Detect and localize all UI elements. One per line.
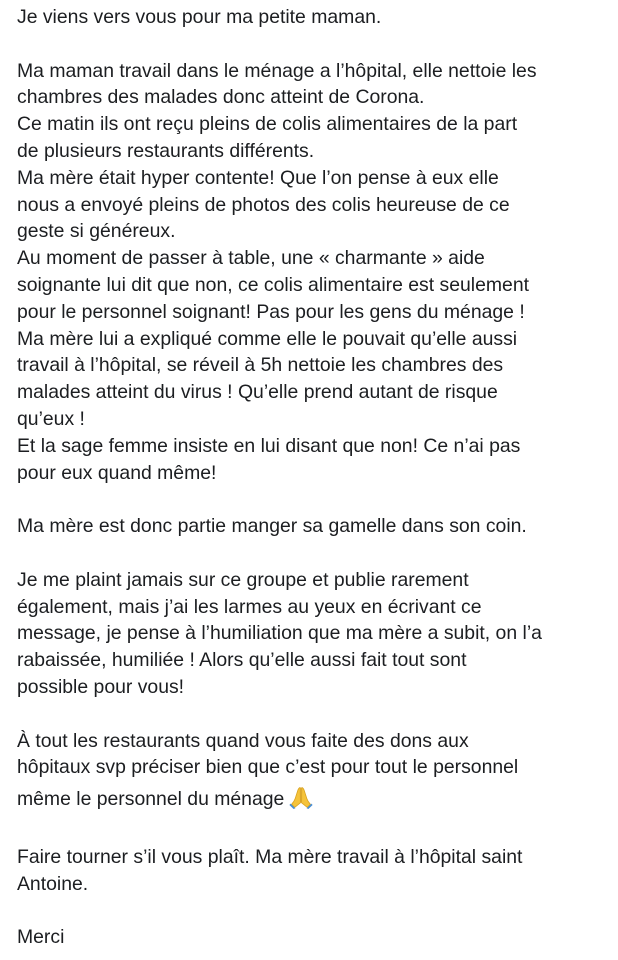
paragraph-gap xyxy=(17,486,615,513)
paragraph-story xyxy=(17,58,615,487)
text-line: Ma mère lui a expliqué comme elle le pouvait qu’elle aussi xyxy=(17,327,518,350)
text-line: Ma mère était hyper contente! Que l’on pense à eux elle xyxy=(17,166,499,189)
text-line: Au moment de passer à table, une « charmante » aide xyxy=(17,247,485,270)
text-line-with-emoji xyxy=(17,785,615,817)
paragraph-thanks xyxy=(17,924,615,951)
paragraph-gap xyxy=(17,897,615,924)
paragraph-feelings xyxy=(17,567,615,701)
text-line: de plusieurs restaurants différents. xyxy=(17,139,315,162)
paragraph-greeting xyxy=(17,0,615,31)
paragraph-request xyxy=(17,728,615,817)
text-line: Merci xyxy=(17,926,65,949)
paragraph-share xyxy=(17,844,615,898)
text-line: pour le personnel soignant! Pas pour les gens du ménage ! xyxy=(17,300,525,323)
text-line: malades atteint du virus ! Qu’elle prend autant de risque xyxy=(17,381,498,404)
text-line: qu’eux ! xyxy=(17,407,85,430)
text-line: rabaissée, humiliée ! Alors qu’elle aussi fait tout sont xyxy=(17,649,467,672)
text-line: également, mais j’ai les larmes au yeux en écrivant ce xyxy=(17,595,482,618)
paragraph-gap xyxy=(17,817,615,844)
text-line: possible pour vous! xyxy=(17,675,185,698)
text-line: travail à l’hôpital, se réveil à 5h nettoie les chambres des xyxy=(17,354,504,377)
text-line: Faire tourner s’il vous plaît. Ma mère travail à l’hôpital saint xyxy=(17,845,523,868)
text-line: chambres des malades donc atteint de Corona. xyxy=(17,86,425,109)
folded-hands-icon xyxy=(288,785,314,817)
post-text xyxy=(17,0,615,951)
paragraph-corner xyxy=(17,513,615,540)
paragraph-gap xyxy=(17,540,615,567)
text-line: même le personnel du ménage xyxy=(17,788,285,811)
text-line: Je me plaint jamais sur ce groupe et publie rarement xyxy=(17,568,469,591)
text-line: hôpitaux svp préciser bien que c’est pour tout le personnel xyxy=(17,756,519,779)
text-line: Ce matin ils ont reçu pleins de colis alimentaires de la part xyxy=(17,113,518,136)
text-line: Ma maman travail dans le ménage a l’hôpital, elle nettoie les xyxy=(17,59,537,82)
text-line: pour eux quand même! xyxy=(17,461,217,484)
paragraph-gap xyxy=(17,31,615,58)
text-line: À tout les restaurants quand vous faite des dons aux xyxy=(17,729,469,752)
text-line: Et la sage femme insiste en lui disant que non! Ce n’ai pas xyxy=(17,434,521,457)
text-line: Antoine. xyxy=(17,872,89,895)
text-line: message, je pense à l’humiliation que ma mère a subit, on l’a xyxy=(17,622,542,645)
text-line: soignante lui dit que non, ce colis alimentaire est seulement xyxy=(17,273,529,296)
text-line: geste si généreux. xyxy=(17,220,176,243)
text-line: Je viens vers vous pour ma petite maman. xyxy=(17,6,382,28)
text-line: Ma mère est donc partie manger sa gamelle dans son coin. xyxy=(17,515,527,538)
paragraph-gap xyxy=(17,701,615,728)
text-line: nous a envoyé pleins de photos des colis heureuse de ce xyxy=(17,193,510,216)
